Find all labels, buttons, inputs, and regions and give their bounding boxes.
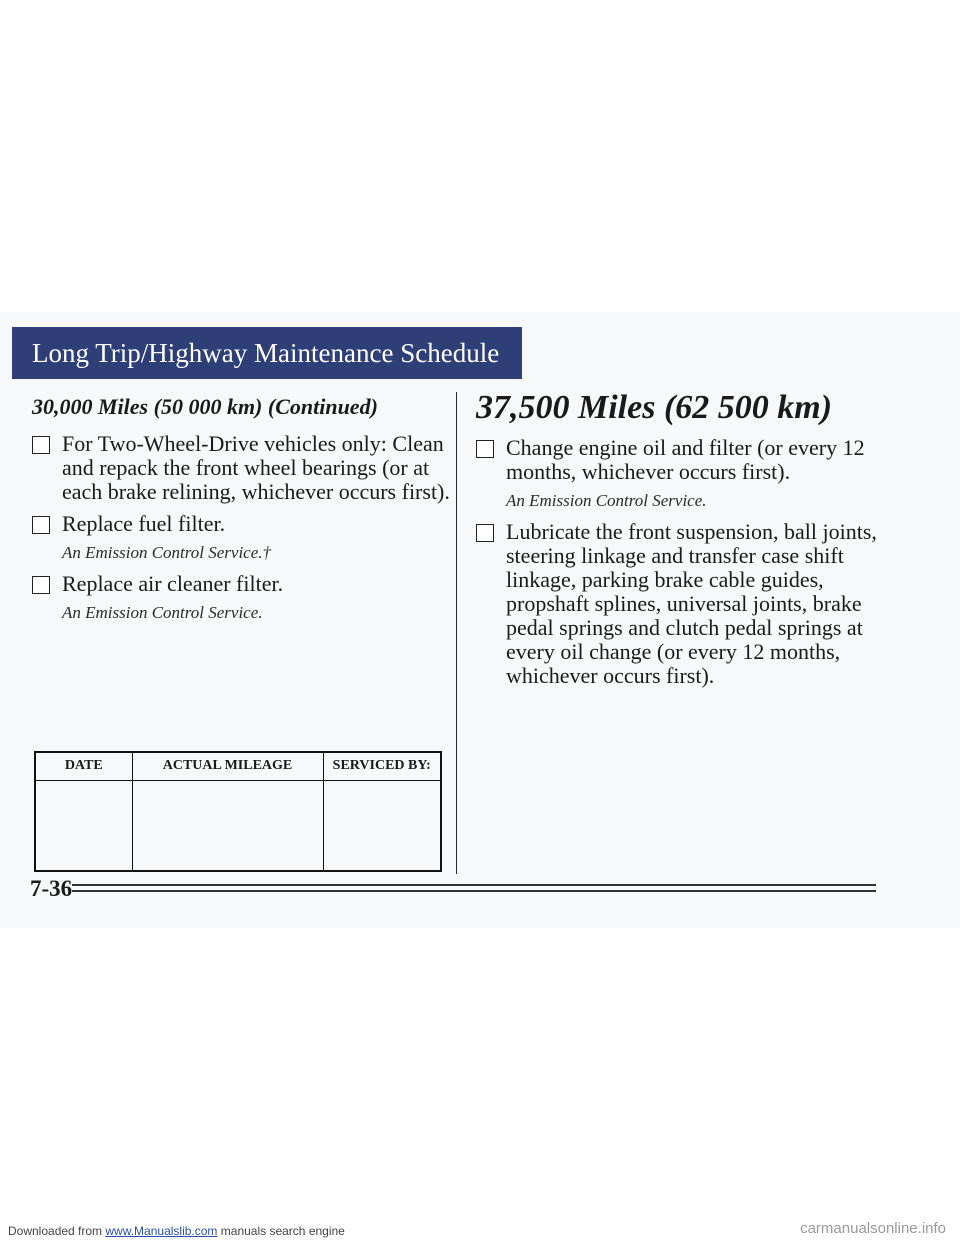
section-title-30000: 30,000 Miles (50 000 km) (Continued) [32, 394, 378, 419]
item-text: Change engine oil and filter (or every 12 months, whichever occurs first). [506, 435, 865, 484]
section-header: Long Trip/Highway Maintenance Schedule [12, 327, 522, 379]
column-divider [456, 392, 457, 874]
emission-note: An Emission Control Service. [506, 491, 707, 510]
column-header-date: DATE [35, 752, 132, 780]
checkbox-icon [32, 576, 50, 594]
serviced-by-cell[interactable] [323, 780, 441, 871]
mileage-cell[interactable] [132, 780, 323, 871]
list-item [476, 520, 886, 688]
download-prefix: Downloaded from [8, 1224, 106, 1238]
checkbox-icon [32, 436, 50, 454]
manualslib-link[interactable]: www.Manualslib.com [105, 1224, 218, 1238]
list-item [32, 512, 452, 536]
item-text: Replace air cleaner filter. [62, 571, 284, 596]
emission-note: An Emission Control Service.† [62, 543, 272, 562]
item-text: Replace fuel filter. [62, 511, 226, 536]
list-item [32, 432, 452, 504]
checkbox-icon [32, 516, 50, 534]
item-text: For Two-Wheel-Drive vehicles only: Clean and repack the front wheel bearings (or at each brake relining, whichever occurs first). [62, 431, 450, 504]
emission-note: An Emission Control Service. [62, 603, 263, 622]
list-item [476, 436, 886, 484]
checkbox-icon [476, 440, 494, 458]
column-header-mileage: ACTUAL MILEAGE [132, 752, 323, 780]
section-title-37500: 37,500 Miles (62 500 km) [476, 389, 833, 426]
item-text: Lubricate the front suspension, ball joints, steering linkage and transfer case shift linkage, parking brake cable guides, propshaft splines, universal joints, brake pedal springs and clutch pedal springs at every oil change (or every 12 months, whichever occurs first). [506, 519, 877, 688]
download-suffix: manuals search engine [217, 1224, 345, 1238]
download-banner [8, 1224, 345, 1238]
page-number: 7-36 [30, 876, 73, 901]
left-column [32, 392, 452, 624]
column-header-serviced-by: SERVICED BY: [323, 752, 441, 780]
date-cell[interactable] [35, 780, 132, 871]
list-item [32, 572, 452, 596]
right-column [476, 388, 886, 688]
watermark: carmanualsonline.info [800, 1220, 946, 1237]
checkbox-icon [476, 524, 494, 542]
footer-rule [72, 884, 876, 892]
service-record-table [34, 751, 442, 872]
